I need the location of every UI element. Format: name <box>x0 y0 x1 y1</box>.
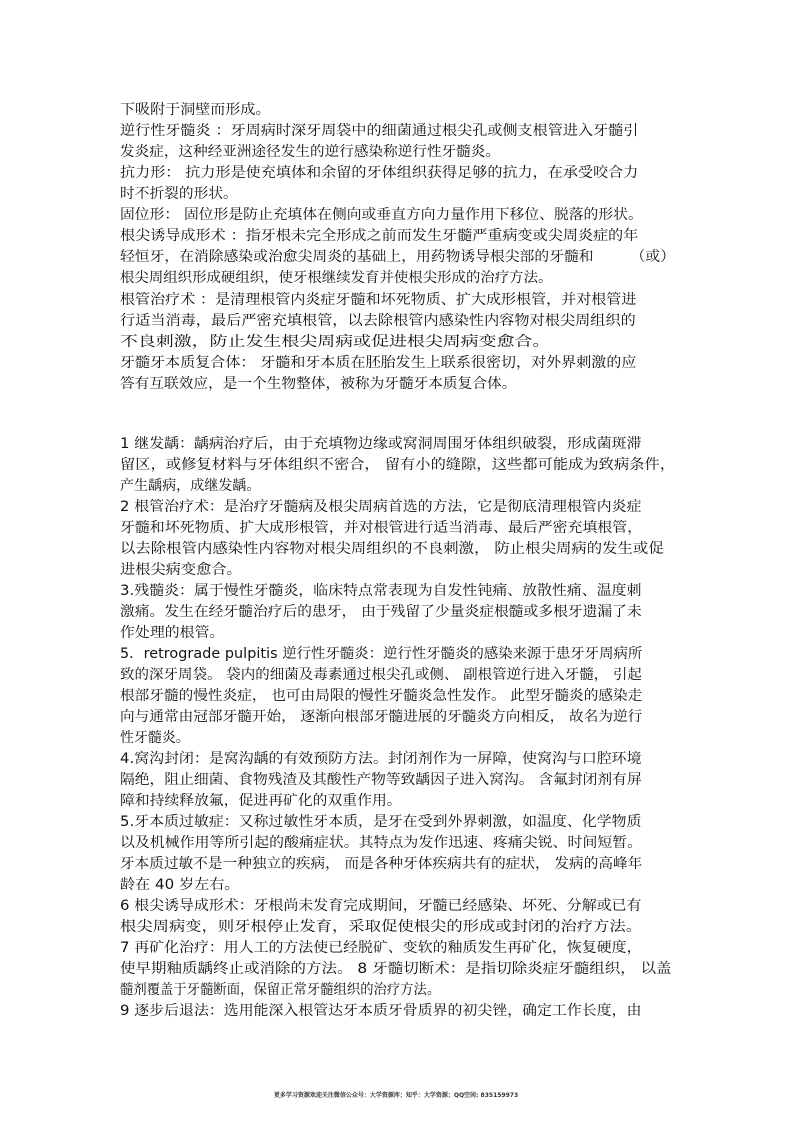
text-line: 以及机械作用等所引起的酸痛症状。其特点为发作迅速、疼痛尖锐、时间短暂。 <box>120 835 643 851</box>
text-line: 激痛。发生在经牙髓治疗后的患牙， 由于残留了少量炎症根髓或多根牙遗漏了未 <box>120 604 642 620</box>
text-line: 产生龋病，成继发龋。 <box>120 478 261 494</box>
text-line: 向与通常由冠部牙髓开始， 逐渐向根部牙髓进展的牙髓炎方向相反， 故名为逆行 <box>120 709 643 725</box>
text-line: 抗力形： 抗力形是使充填体和余留的牙体组织获得足够的抗力，在承受咬合力 <box>120 165 639 181</box>
text-line: 不良刺激，防止发生根尖周病或促进根尖周病变愈合。 <box>120 334 551 350</box>
text-line: 根尖周组织形成硬组织，使牙根继续发育并使根尖形成的治疗方法。 <box>120 270 553 286</box>
text-line: 性牙髓炎。 <box>120 730 190 746</box>
text-line: 根部牙髓的慢性炎症， 也可由局限的慢性牙髓炎急性发作。 此型牙髓炎的感染走 <box>120 688 643 704</box>
text-line: 答有互联效应，是一个生物整体，被称为牙髓牙本质复合体。 <box>120 376 517 392</box>
text-line: 牙本质过敏不是一种独立的疾病， 而是各种牙体疾病共有的症状， 发病的高峰年 <box>120 856 643 872</box>
text-line: 使早期釉质龋终止或消除的方法。 8 牙髓切断术：是指切除炎症牙髓组织， 以盖 <box>120 961 672 977</box>
text-line: 致的深牙周袋。 袋内的细菌及毒素通过根尖孔或侧、 副根管逆行进入牙髓， 引起 <box>120 667 642 683</box>
text-line: 以去除根管内感染性内容物对根尖周组织的不良刺激， 防止根尖周病的发生或促 <box>120 541 664 557</box>
text-line: 作处理的根管。 <box>120 625 225 641</box>
text-line: 下吸附于洞壁而形成。 <box>120 102 271 118</box>
text-line: 进根尖病变愈合。 <box>120 562 242 578</box>
text-line: 固位形： 固位形是防止充填体在侧向或垂直方向力量作用下移位、脱落的形状。 <box>120 207 643 223</box>
text-line: 3.残髓炎：属于慢性牙髓炎，临床特点常表现为自发性钝痛、放散性痛、温度刺 <box>120 583 642 599</box>
text-line: 牙髓牙本质复合体： 牙髓和牙本质在胚胎发生上联系很密切，对外界刺激的应 <box>120 355 637 371</box>
text-line: 发炎症，这种经亚洲途径发生的逆行感染称逆行性牙髓炎。 <box>120 144 501 160</box>
text-line: 逆行性牙髓炎 ：牙周病时深牙周袋中的细菌通过根尖孔或侧支根管进入牙髓引 <box>120 123 639 139</box>
text-line: 行适当消毒，最后严密充填根管，以去除根管内感染性内容物对根尖周组织的 <box>120 313 636 329</box>
text-line: 根尖诱导成形术 ：指牙根未完全形成之前而发生牙髓严重病变或尖周炎症的年 <box>120 228 639 244</box>
text-line: 5．retrograde pulpitis 逆行性牙髓炎：逆行性牙髓炎的感染来源于患牙牙周病所 <box>120 646 643 662</box>
text-line: 7 再矿化治疗：用人工的方法使已经脱矿、变软的釉质发生再矿化，恢复硬度， <box>120 940 642 956</box>
text-line: 6 根尖诱导成形术：牙根尚未发育完成期间，牙髓已经感染、坏死、分解或已有 <box>120 898 642 914</box>
text-line: 留区，或修复材料与牙体组织不密合， 留有小的缝隙，这些都可能成为致病条件， <box>120 457 676 473</box>
text-line: 根尖周病变，则牙根停止发育，采取促使根尖的形成或封闭的治疗方法。 <box>120 919 643 935</box>
text-line: 9 逐步后退法：选用能深入根管达牙本质牙骨质界的初尖锉，确定工作长度，由 <box>120 1003 642 1019</box>
text-line: 轻恒牙，在消除感染或治愈尖周炎的基础上，用药物诱导根尖部的牙髓和 （或） <box>120 249 676 265</box>
text-line: 龄在 40 岁左右。 <box>120 877 240 893</box>
text-line: 根管治疗术 ：是清理根管内炎症牙髓和坏死物质、扩大成形根管，并对根管进 <box>120 292 637 308</box>
text-line: 牙髓和坏死物质、扩大成形根管，并对根管进行适当消毒、最后严密充填根管， <box>120 520 643 536</box>
text-line: 隔绝，阻止细菌、食物残渣及其酸性产物等致龋因子进入窝沟。 含氟封闭剂有屏 <box>120 772 642 788</box>
text-line: 4.窝沟封闭：是窝沟龋的有效预防方法。封闭剂作为一屏障，使窝沟与口腔环境 <box>120 751 642 767</box>
text-line: 障和持续释放氟，促进再矿化的双重作用。 <box>120 793 402 809</box>
text-line: 髓剂覆盖于牙髓断面，保留正常牙髓组织的治疗方法。 <box>120 982 441 998</box>
text-line: 时不折裂的形状。 <box>120 186 238 202</box>
text-line: 1 继发龋：龋病治疗后，由于充填物边缘或窝洞周围牙体组织破裂，形成菌斑滞 <box>120 436 642 452</box>
text-line: 2 根管治疗术：是治疗牙髓病及根尖周病首选的方法，它是彻底清理根管内炎症 <box>120 499 642 515</box>
text-line: 5.牙本质过敏症：又称过敏性牙本质，是牙在受到外界刺激，如温度、化学物质 <box>120 814 642 830</box>
page-footer: 更多学习资源欢迎关注微信公众号：大学资源库；知乎：大学资源；QQ空间: 835159973 <box>273 1092 519 1099</box>
